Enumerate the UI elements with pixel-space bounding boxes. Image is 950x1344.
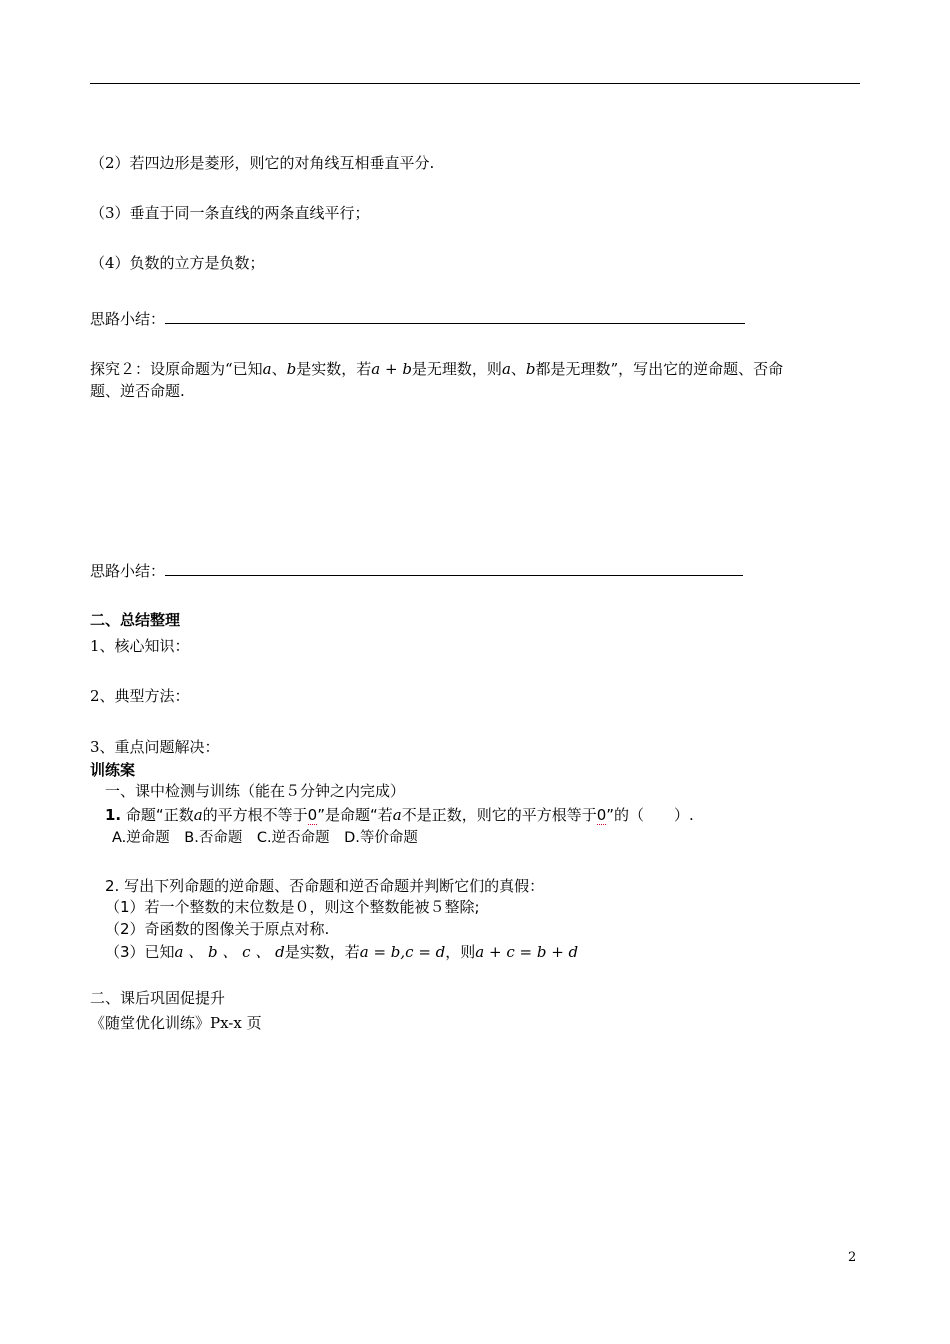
summary-line-2	[90, 561, 743, 581]
answer-blank[interactable]	[165, 561, 743, 576]
header-rule	[90, 83, 860, 84]
item-3: （3）垂直于同一条直线的两条直线平行；	[90, 204, 370, 222]
question-2-3: （3）已知a 、 b 、 c 、 d是实数，若a = b,c = d，则a + c = b + d	[105, 943, 579, 961]
training-sub1: 一、课中检测与训练（能在５分钟之内完成）	[105, 782, 406, 800]
question-2-2: （2）奇函数的图像关于原点对称.	[105, 920, 330, 938]
after-class-title: 二、课后巩固促提升	[90, 989, 226, 1007]
typical-method: 2、典型方法：	[90, 687, 190, 705]
question-2-1: （1）若一个整数的末位数是０，则这个整数能被５整除;	[105, 898, 480, 916]
question-1: 1. 命题“正数a的平方根不等于0”是命题“若a不是正数，则它的平方根等于0”的（ ）.	[105, 806, 694, 824]
answer-blank[interactable]	[165, 309, 745, 324]
item-2: （2）若四边形是菱形，则它的对角线互相垂直平分.	[90, 154, 435, 172]
training-title: 训练案	[90, 761, 136, 779]
summary-line-1	[90, 309, 745, 329]
section-2-title: 二、总结整理	[90, 611, 181, 629]
page-number: 2	[848, 1250, 857, 1265]
summary-label: 思路小结：	[90, 310, 166, 328]
question-1-options: A.逆命题 B.否命题 C.逆否命题 D.等价命题	[112, 830, 418, 846]
item-4: （4）负数的立方是负数；	[90, 254, 265, 272]
question-2: 2. 写出下列命题的逆命题、否命题和逆否命题并判断它们的真假：	[105, 877, 545, 895]
after-class-book: 《随堂优化训练》Px-x 页	[90, 1014, 262, 1032]
summary-label: 思路小结：	[90, 562, 166, 580]
core-knowledge: 1、核心知识：	[90, 637, 190, 655]
key-problem: 3、重点问题解决：	[90, 738, 220, 756]
explore-2: 探究２：设原命题为“已知a、b是实数，若a + b是无理数，则a、b都是无理数”，写出它的逆命题、否命 题、逆否命题.	[90, 360, 784, 400]
